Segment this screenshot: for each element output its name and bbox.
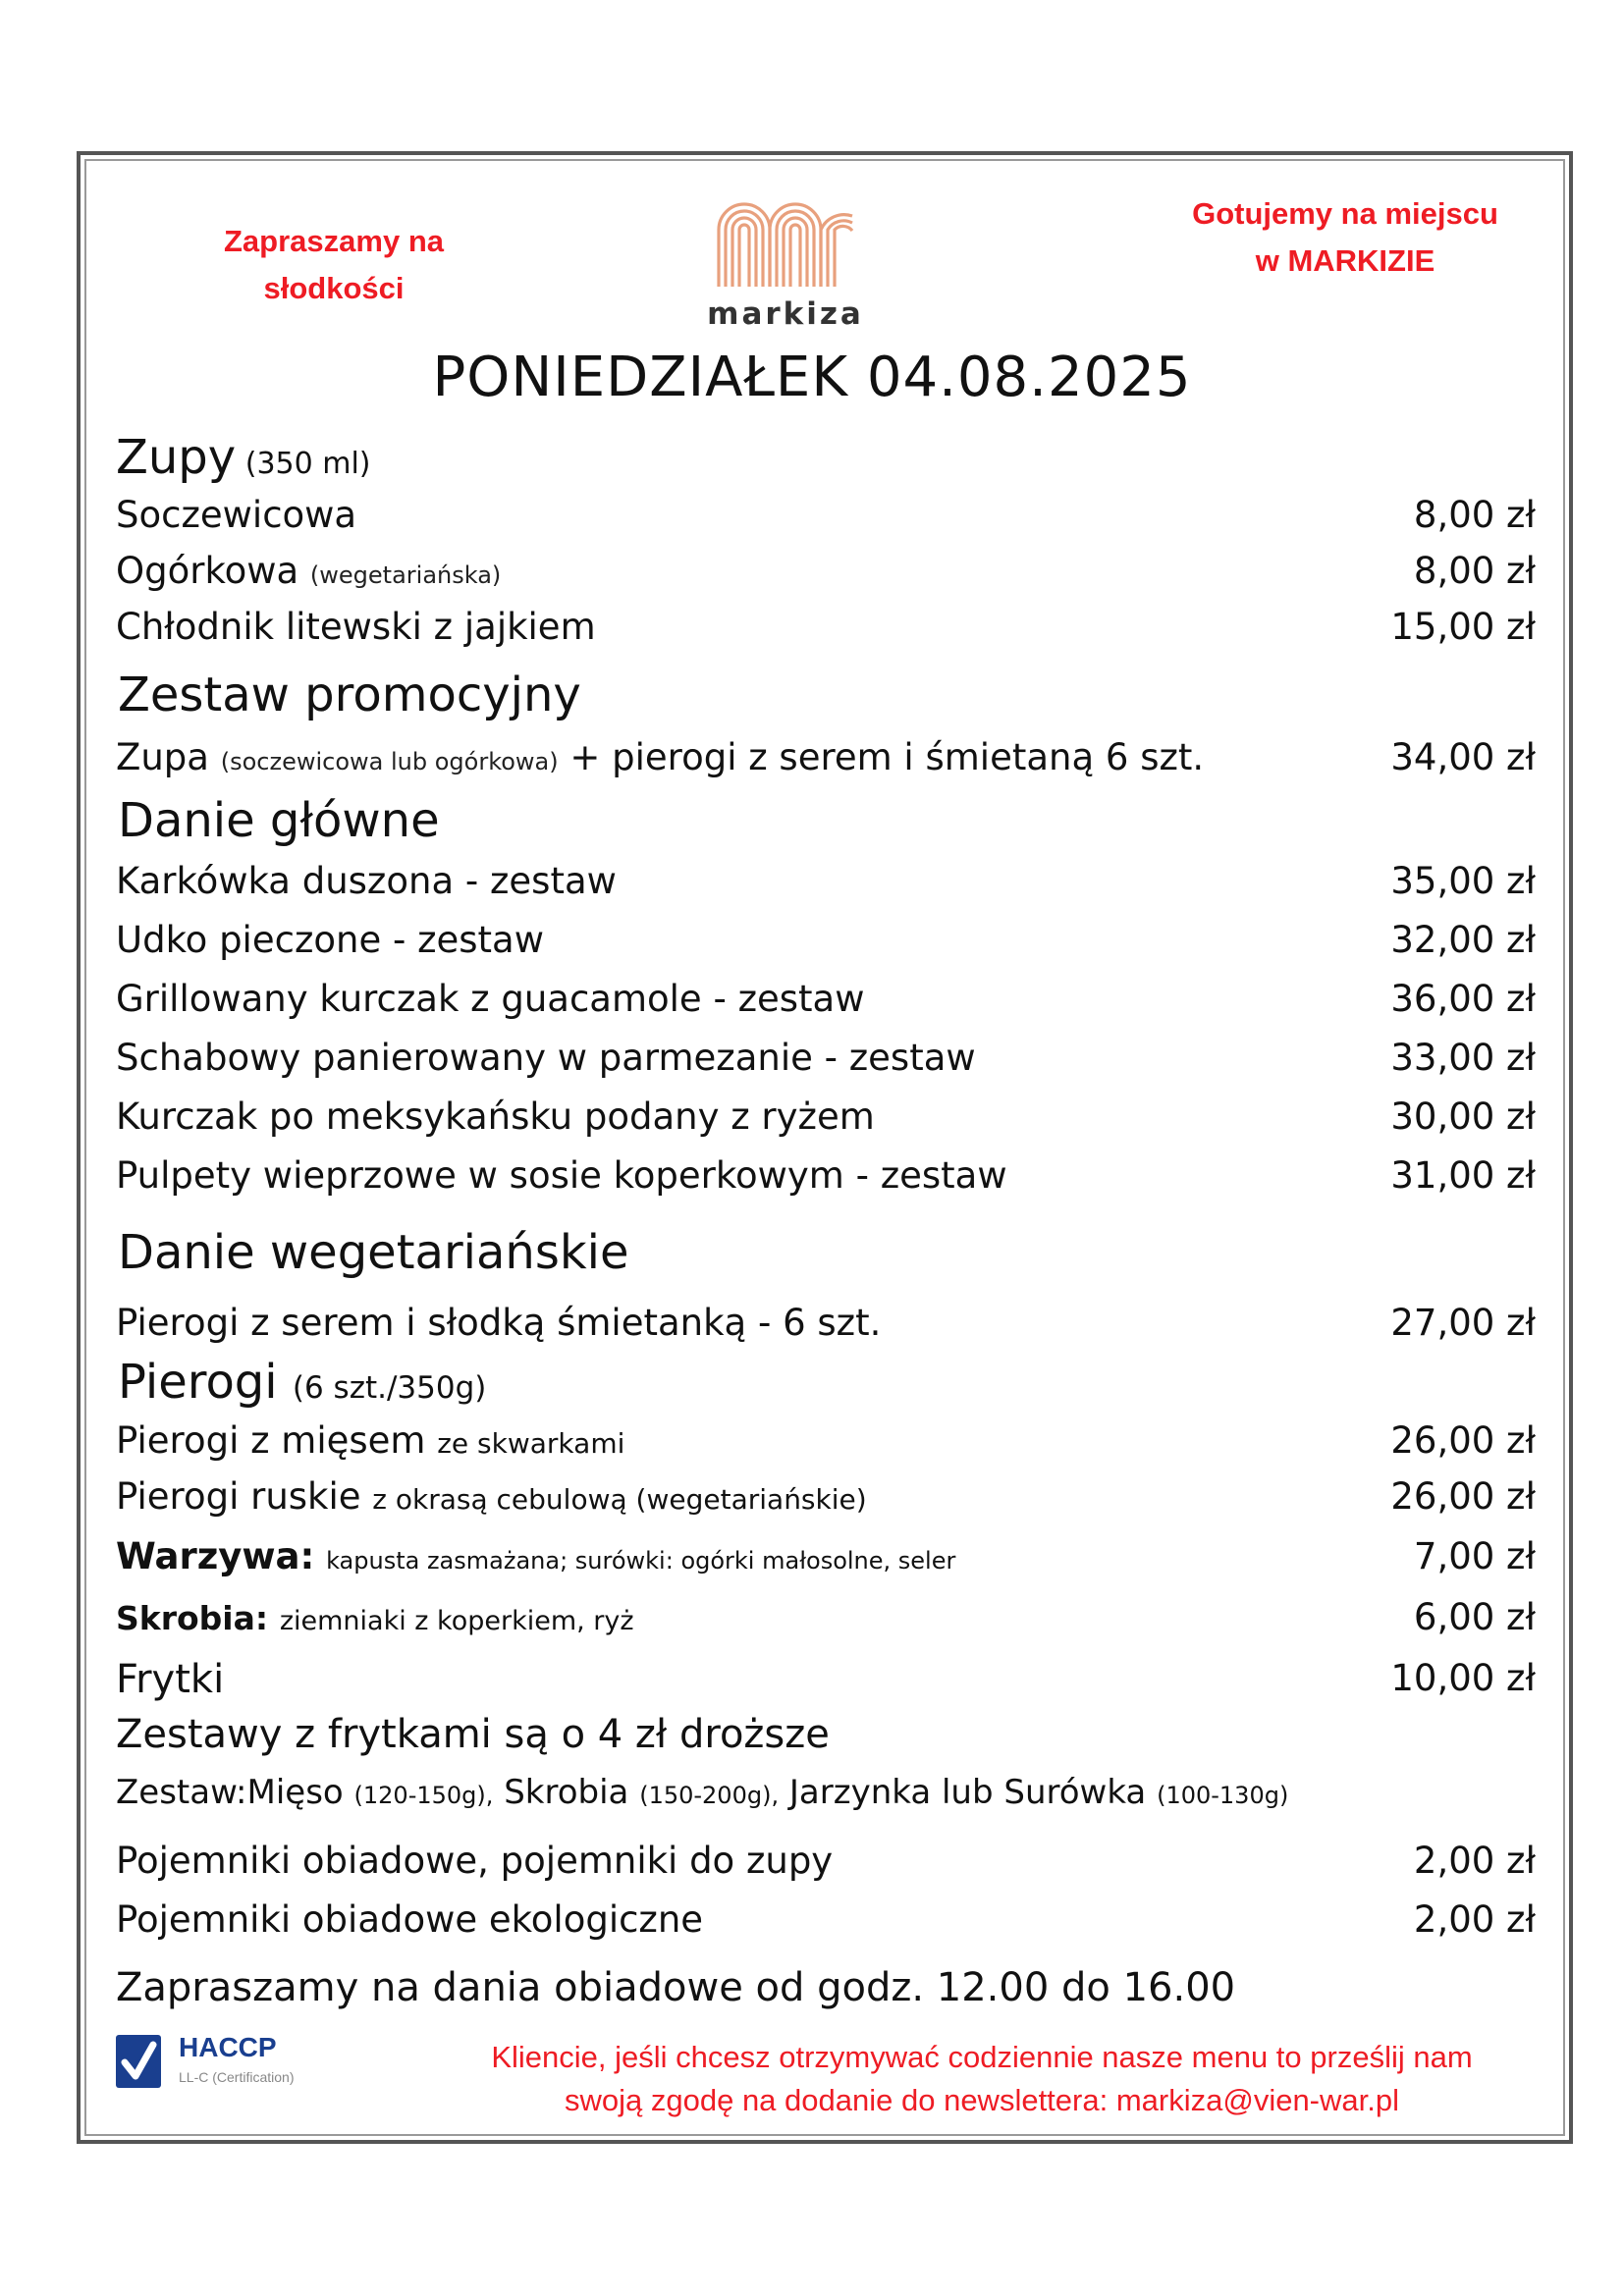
haccp-subtitle: LL-C (Certification): [179, 2069, 295, 2085]
menu-item-price: 6,00 zł: [1413, 1596, 1536, 1638]
menu-item-price: 7,00 zł: [1413, 1535, 1536, 1577]
menu-item: Soczewicowa: [116, 494, 357, 536]
menu-item-price: 34,00 zł: [1390, 736, 1536, 778]
haccp-check-icon: [116, 2035, 161, 2088]
menu-item: Karkówka duszona - zestaw: [116, 860, 617, 902]
menu-item: Pojemniki obiadowe, pojemniki do zupy: [116, 1840, 834, 1882]
menu-item-price: 27,00 zł: [1390, 1302, 1536, 1344]
menu-item: Zupa (soczewicowa lub ogórkowa) + pierogi z serem i śmietaną 6 szt.: [116, 736, 1205, 778]
haccp-title: HACCP: [179, 2032, 277, 2062]
opening-hours: Zapraszamy na dania obiadowe od godz. 12.00 do 16.00: [116, 1965, 1236, 2010]
menu-item-price: 30,00 zł: [1390, 1095, 1536, 1138]
menu-item-price: 36,00 zł: [1390, 978, 1536, 1020]
menu-item-price: 8,00 zł: [1413, 550, 1536, 592]
menu-item: Schabowy panierowany w parmezanie - zestaw: [116, 1037, 976, 1079]
menu-item: Pojemniki obiadowe ekologiczne: [116, 1898, 704, 1941]
section-zupy-heading: Zupy (350 ml): [116, 430, 371, 485]
menu-item-price: 26,00 zł: [1390, 1475, 1536, 1518]
menu-item-price: 2,00 zł: [1413, 1840, 1536, 1882]
frytki-note: Zestawy z frytkami są o 4 zł droższe: [116, 1712, 830, 1757]
section-pierogi-heading: Pierogi (6 szt./350g): [118, 1355, 487, 1410]
menu-item: Skrobia: ziemniaki z koperkiem, ryż: [116, 1599, 634, 1637]
menu-item-price: 32,00 zł: [1390, 919, 1536, 961]
right-tagline: Gotujemy na miejscu w MARKIZIE: [1192, 196, 1498, 278]
menu-item: Pulpety wieprzowe w sosie koperkowym - zestaw: [116, 1154, 1007, 1197]
section-danie-glowne-heading: Danie główne: [118, 793, 440, 848]
section-danie-wegetarianskie-heading: Danie wegetariańskie: [118, 1225, 629, 1280]
menu-item-price: 31,00 zł: [1390, 1154, 1536, 1197]
left-tagline: Zapraszamy na słodkości: [224, 224, 444, 305]
logo-text: markiza: [707, 296, 864, 332]
menu-item-price: 8,00 zł: [1413, 494, 1536, 536]
menu-item-price: 26,00 zł: [1390, 1419, 1536, 1462]
menu-item: Pierogi ruskie z okrasą cebulową (wegetariańskie): [116, 1475, 867, 1518]
menu-item: Chłodnik litewski z jajkiem: [116, 606, 596, 648]
menu-item: Grillowany kurczak z guacamole - zestaw: [116, 978, 865, 1020]
menu-item-price: 10,00 zł: [1390, 1657, 1536, 1699]
menu-item: Pierogi z serem i słodką śmietanką - 6 szt.: [116, 1302, 882, 1344]
menu-item-price: 15,00 zł: [1390, 606, 1536, 648]
zestaw-info: Zestaw:Mięso (120-150g), Skrobia (150-200g), Jarzynka lub Surówka (100-130g): [116, 1773, 1289, 1812]
menu-item: Kurczak po meksykańsku podany z ryżem: [116, 1095, 875, 1138]
menu-item: Udko pieczone - zestaw: [116, 919, 544, 961]
menu-item-price: 35,00 zł: [1390, 860, 1536, 902]
menu-item: Pierogi z mięsem ze skwarkami: [116, 1419, 625, 1462]
menu-item: Warzywa: kapusta zasmażana; surówki: ogórki małosolne, seler: [116, 1535, 956, 1577]
section-zestaw-heading: Zestaw promocyjny: [118, 667, 581, 722]
menu-item: Ogórkowa (wegetariańska): [116, 550, 502, 592]
menu-item-price: 2,00 zł: [1413, 1898, 1536, 1941]
menu-item: Frytki: [116, 1657, 225, 1702]
markiza-logo-icon: [709, 187, 862, 294]
newsletter-note: Kliencie, jeśli chcesz otrzymywać codziennie nasze menu to prześlij nam swoją zgodę na dodanie do newslettera: markiza@vien-war.pl: [491, 2040, 1473, 2117]
page-title: PONIEDZIAŁEK 04.08.2025: [432, 346, 1192, 409]
menu-item-price: 33,00 zł: [1390, 1037, 1536, 1079]
